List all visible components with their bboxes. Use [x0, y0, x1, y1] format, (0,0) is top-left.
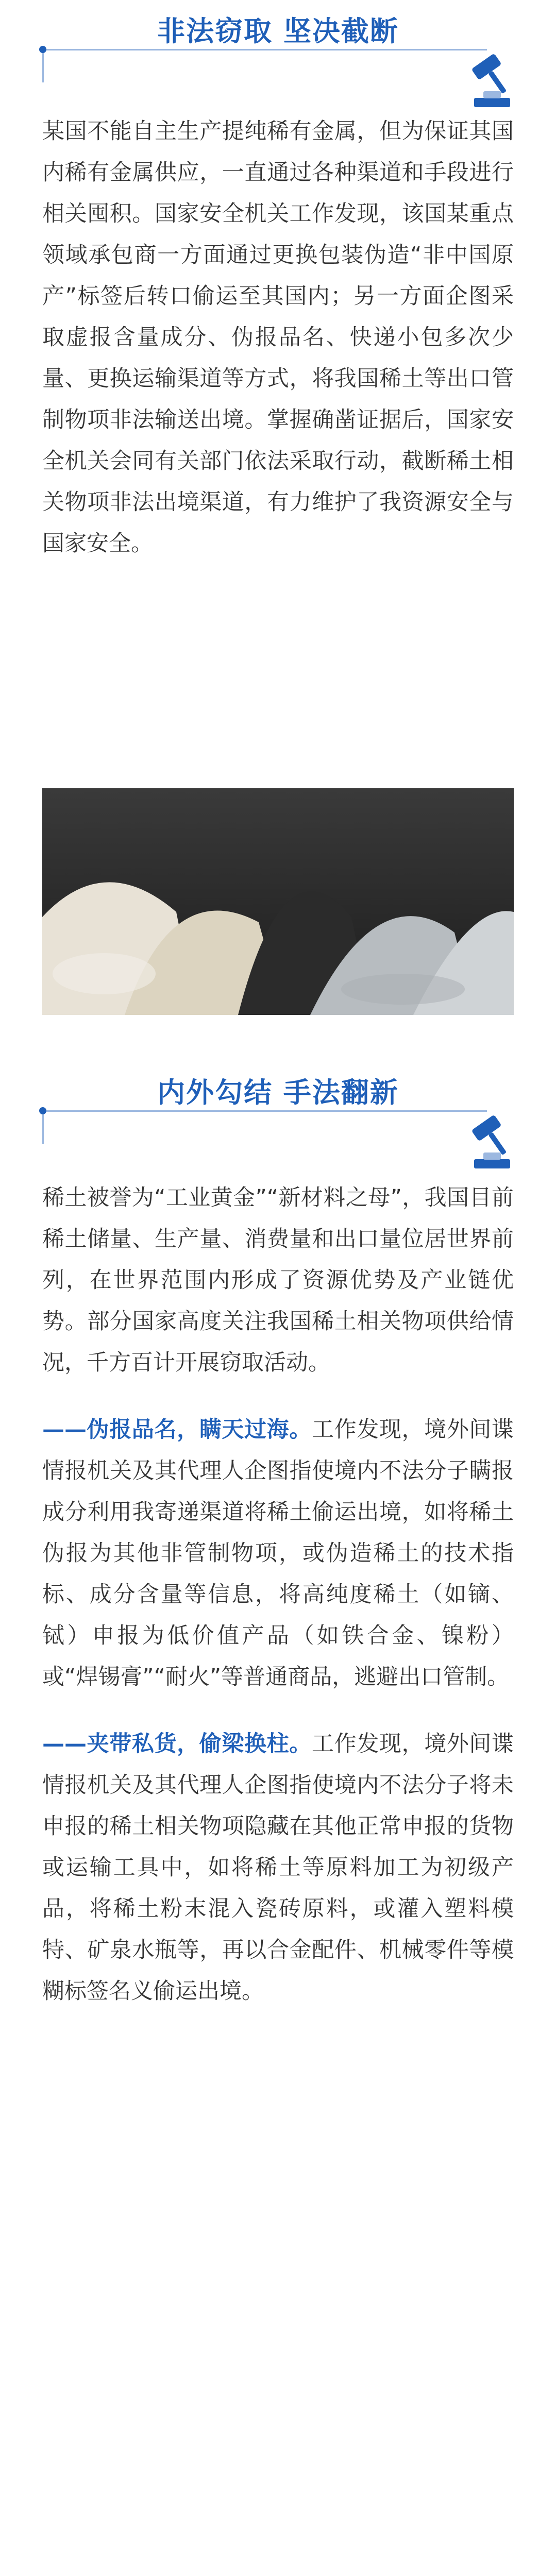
highlight-paragraph — [42, 1409, 514, 1698]
paragraph: 某国不能自主生产提纯稀有金属，但为保证其国内稀有金属供应，一直通过各种渠道和手段进行相关囤积。国家安全机关工作发现，该国某重点领域承包商一方面通过更换包装伪造“非中国原产”标签后转口偷运至其国内；另一方面企图采取虚报含量成分、伪报品名、快递小包多次少量、更换运输渠道等方式，将我国稀土等出口管制物项非法输送出境。掌握确凿证据后，国家安全机关会同有关部门依法采取行动，截断稀土相关物项非法出境渠道，有力维护了我资源安全与国家安全。 — [42, 118, 514, 556]
paragraph-text: 工作发现，境外间谍情报机关及其代理人企图指使境内不法分子瞒报成分利用我寄递渠道将稀土偷运出境，如将稀土伪报为其他非管制物项，或伪造稀土的技术指标、成分含量等信息，将高纯度稀土（如镝、铽）申报为低价值产品（如铁合金、镍粉）或“焊锡膏”“耐火”等普通商品，逃避出口管制。 — [42, 1417, 514, 1690]
section-header-2 — [0, 1061, 556, 1149]
section-2-body — [42, 1177, 514, 2038]
frame-dot — [39, 1107, 46, 1114]
section-title: 内外勾结 手法翻新 — [157, 1076, 399, 1109]
frame-dot — [39, 46, 46, 53]
section-header-1 — [0, 0, 556, 88]
title-frame — [42, 49, 487, 82]
paragraph-lead: ——夹带私货，偷梁换柱。 — [42, 1731, 312, 1757]
section-1-body — [42, 111, 514, 590]
rare-earth-powders-photo — [42, 788, 514, 1015]
gavel-icon — [464, 1110, 520, 1172]
title-frame — [42, 1110, 487, 1144]
paragraph: 稀土被誉为“工业黄金”“新材料之母”，我国目前稀土储量、生产量、消费量和出口量位居世界前列，在世界范围内形成了资源优势及产业链优势。部分国家高度关注我国稀土相关物项供给情况，千方百计开展窃取活动。 — [42, 1185, 514, 1376]
paragraph-text: 工作发现，境外间谍情报机关及其代理人企图指使境内不法分子将未申报的稀土相关物项隐藏在其他正常申报的货物或运输工具中，如将稀土等原料加工为初级产品，将稀土粉末混入瓷砖原料，或灌入塑料模特、矿泉水瓶等，再以合金配件、机械零件等模糊标签名义偷运出境。 — [42, 1731, 514, 2004]
paragraph-lead: ——伪报品名，瞒天过海。 — [42, 1417, 312, 1443]
section-title: 非法窃取 坚决截断 — [157, 15, 399, 47]
gavel-icon — [464, 49, 520, 111]
highlight-paragraph — [42, 1723, 514, 2012]
